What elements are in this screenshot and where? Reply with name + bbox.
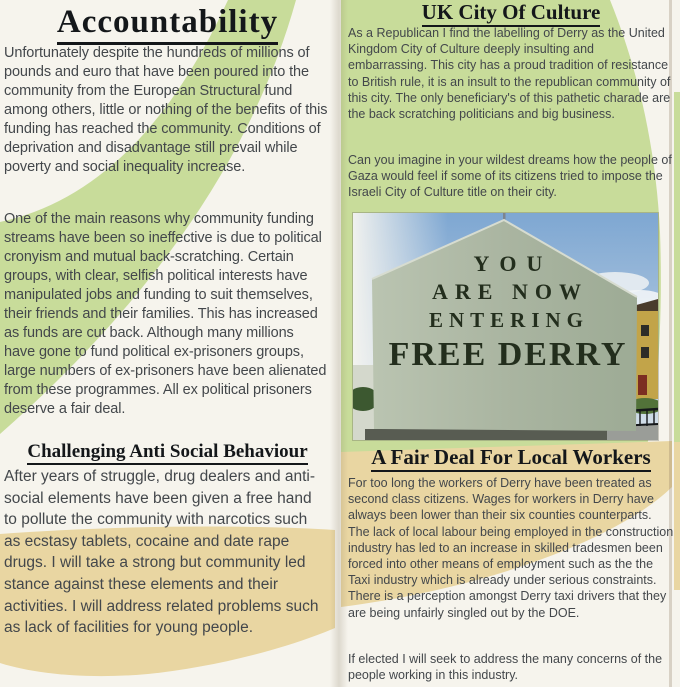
paragraph-funding: Unfortunately despite the hundreds of millions of pounds and euro that have been poured into the community from the European Structural fund among others, little or nothing of the benefits of this funding has reached the community. Conditions of deprivation and disadvantage still prevail while poverty and social inequality increase. bbox=[4, 45, 328, 175]
mural-line-entering: ENTERING bbox=[428, 308, 590, 332]
edge-strip-green bbox=[674, 92, 680, 442]
heading-fair-deal-text: A Fair Deal For Local Workers bbox=[371, 445, 650, 472]
mural-line-you: YOU bbox=[473, 251, 553, 276]
paragraph-city-of-culture: As a Republican I find the labelling of Derry as the United Kingdom City of Culture deeply insulting and embarrassing. This city has a proud tradition of resistance to British rule, it is an insult to the republican community of this city. The only beneficiary's of this pathetic charade are the back scratching politicians and big business. bbox=[348, 26, 671, 122]
mural-line-free-derry: FREE DERRY bbox=[388, 336, 628, 373]
paragraph-if-elected: If elected I will seek to address the many concerns of the people working in this industry. bbox=[348, 652, 663, 683]
free-derry-photo bbox=[353, 213, 658, 440]
ground-shadow bbox=[365, 429, 607, 440]
heading-uk-city-text: UK City Of Culture bbox=[422, 0, 601, 27]
paragraph-local-workers: For too long the workers of Derry have been treated as second class citizens. Wages for workers in Derry have always been lower than their six counties counterparts. The lack of local labour being employed in the construction industry has led to an increase in skilled tradesmen been forced into other means of employment such as the the Taxi industry which is already under serious constraints. There is a perception amongst Derry taxi drivers that they are being unfairly singled out by the DOE. bbox=[348, 476, 674, 620]
fold-crease bbox=[330, 0, 348, 687]
heading-anti-social-behaviour bbox=[0, 440, 335, 464]
building-door bbox=[638, 375, 647, 395]
heading-accountability bbox=[0, 2, 335, 42]
heading-uk-city-of-culture bbox=[346, 0, 676, 25]
paragraph-gaza: Can you imagine in your wildest dreams how the people of Gaza would feel if some of its citizens tried to impose the Israeli City of Culture title on their city. bbox=[348, 153, 672, 200]
mural-line-are-now: ARE NOW bbox=[432, 279, 588, 304]
heading-anti-social-text: Challenging Anti Social Behaviour bbox=[27, 441, 307, 465]
heading-fair-deal bbox=[346, 444, 676, 470]
paragraph-anti-social: After years of struggle, drug dealers and anti-social elements have been given a free hand to pollute the community with narcotics such as ecstasy tablets, cocaine and date rape drugs. I will take a strong but community led stance against these elements and their activities. I will address related problems such as lack of facilities for young people. bbox=[4, 468, 319, 637]
heading-accountability-text: Accountability bbox=[57, 4, 278, 45]
paragraph-cronyism: One of the main reasons why community funding streams have been so ineffective is due to political cronyism and mutual back-scratching. Certain groups, with clear, selfish political interests have manipulated jobs and funding to suit themselves, their friends and their families. This has increased as funds are cut back. Although many millions have gone to fund political ex-prisoners groups, large numbers of ex-prisoners have been alienated from these programmes. All ex political prisoners deserve a fair deal. bbox=[4, 211, 327, 417]
